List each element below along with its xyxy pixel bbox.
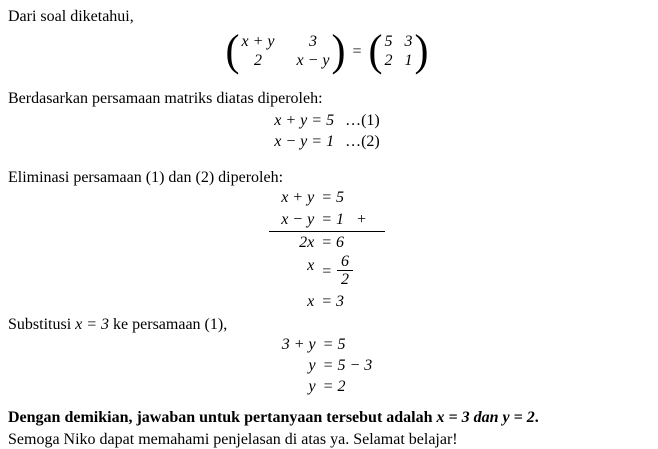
conclusion-suffix: . [534,409,539,426]
conclusion-text [8,408,646,428]
substitution-math: x = 3 [75,316,110,333]
matrix-equation [8,28,646,74]
elim-row3-rhs: = 6 [321,234,344,251]
fraction-numerator: 6 [337,253,353,271]
conclusion-prefix: Dengan demikian, jawaban untuk pertanyaan tersebut adalah [8,409,437,426]
fraction-denominator: 2 [341,271,349,288]
sub-row1-lhs: 3 + y [281,336,316,353]
fraction [337,253,353,288]
equation-1-text: x + y = 5 [274,112,335,129]
equation-2-text: x − y = 1 [274,133,335,150]
open-paren: ( [368,26,383,76]
elimination-block [269,187,385,313]
open-paren: ( [225,26,240,76]
conclusion-math: x = 3 dan y = 2 [436,409,535,426]
elimination-section [8,187,646,313]
matrix-cell: x − y [296,52,330,69]
elim-row5-rhs: = 3 [321,293,344,310]
derived-equations [8,110,646,152]
fraction-equals: = [321,263,332,281]
close-paren: ) [331,26,346,76]
equation-1-label: …(1) [345,112,380,129]
elim-row2-rhs-text: = 1 [321,211,344,228]
derived-heading: Berdasarkan persamaan matriks diatas diperoleh: [8,90,323,107]
substitution-section [8,334,646,397]
left-matrix [241,32,329,70]
close-paren: ) [414,26,429,76]
substitution-heading [8,315,646,334]
substitution-suffix: ke persamaan (1), [109,316,228,333]
elim-row3-lhs: 2x [299,234,315,251]
equation-2-label: …(2) [345,133,380,150]
closing-text: Semoga Niko dapat memahami penjelasan di atas ya. Selamat belajar! [8,431,458,448]
elim-row1-lhs: x + y [281,189,315,206]
matrix-cell: 2 [384,52,393,69]
elim-row1-rhs: = 5 [321,189,344,206]
equals-sign: = [352,42,362,60]
equation-1 [8,110,646,131]
intro-text: Dari soal diketahui, [8,8,134,25]
substitution-prefix: Substitusi [8,316,76,333]
elim-row5-lhs: x [307,293,315,310]
equation-2 [8,131,646,152]
right-matrix [385,32,413,70]
plus-sign: + [356,211,367,228]
elimination-heading: Eliminasi persamaan (1) dan (2) diperoleh: [8,169,284,186]
elim-row4-lhs: x [307,257,315,274]
matrix-cell: 3 [404,33,413,50]
sub-row2-rhs: = 5 − 3 [322,357,373,374]
matrix-cell: 1 [404,52,413,69]
elim-row2-rhs [314,209,385,232]
matrix-cell: x + y [241,33,275,50]
elim-row2-lhs: x − y [269,209,314,232]
elim-row4-rhs [314,254,385,291]
substitution-block [282,334,373,397]
sub-row2-lhs: y [308,357,316,374]
sub-row1-rhs: = 5 [322,336,346,353]
sub-row3-rhs: = 2 [322,378,346,395]
matrix-cell: 3 [308,33,317,50]
matrix-cell: 2 [253,52,262,69]
sub-row3-lhs: y [308,378,316,395]
matrix-cell: 5 [384,33,393,50]
